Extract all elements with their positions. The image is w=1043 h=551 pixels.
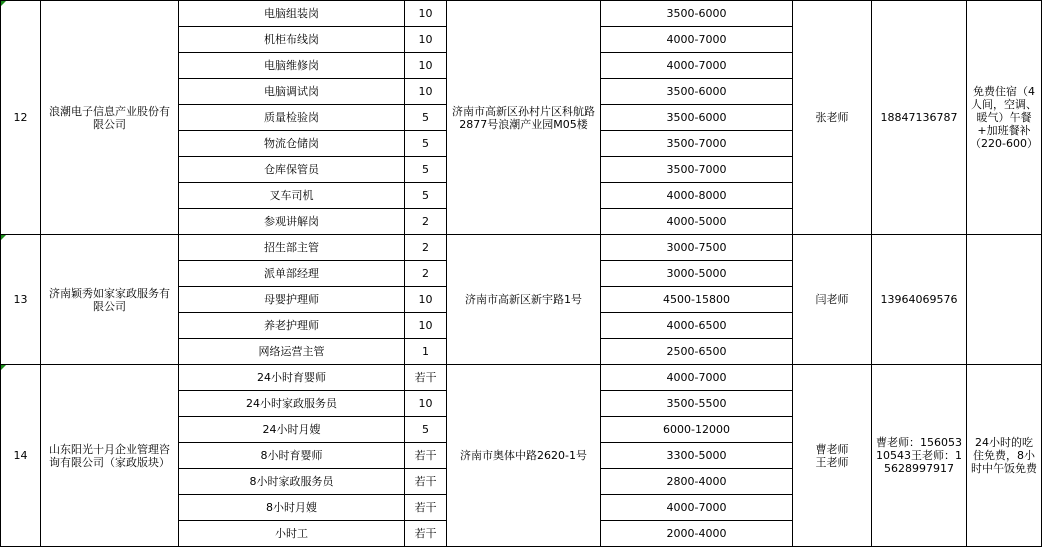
count-cell[interactable]: 10: [405, 391, 447, 417]
count-cell[interactable]: 若干: [405, 469, 447, 495]
position-cell[interactable]: 8小时育婴师: [179, 443, 405, 469]
salary-cell[interactable]: 3500-6000: [601, 105, 793, 131]
contact-name: 张老师: [815, 111, 849, 124]
count-cell[interactable]: 10: [405, 313, 447, 339]
position-cell[interactable]: 派单部经理: [179, 261, 405, 287]
position-cell[interactable]: 参观讲解岗: [179, 209, 405, 235]
comment-marker: [1, 365, 6, 370]
count-cell[interactable]: 2: [405, 261, 447, 287]
count-cell[interactable]: 5: [405, 131, 447, 157]
address-cell[interactable]: [447, 1, 601, 235]
position-cell[interactable]: 网络运营主管: [179, 339, 405, 365]
salary-cell[interactable]: 3500-7000: [601, 157, 793, 183]
address-cell[interactable]: [447, 235, 601, 365]
salary-cell[interactable]: 6000-12000: [601, 417, 793, 443]
row-index: 12: [13, 111, 28, 124]
count-cell[interactable]: 若干: [405, 365, 447, 391]
phone-cell[interactable]: [872, 235, 967, 365]
salary-cell[interactable]: 2000-4000: [601, 521, 793, 547]
company-name: 济南颖秀如家家政服务有限公司: [49, 286, 170, 313]
address: 济南市奥体中路2620-1号: [460, 449, 587, 462]
company-cell[interactable]: [41, 1, 179, 235]
row-index-cell[interactable]: [1, 235, 41, 365]
position-cell[interactable]: 小时工: [179, 521, 405, 547]
contact-cell[interactable]: [793, 235, 872, 365]
phone-number: 18847136787: [880, 111, 958, 124]
address: 济南市高新区孙村片区科航路2877号浪潮产业园M05楼: [452, 104, 595, 131]
salary-cell[interactable]: 3300-5000: [601, 443, 793, 469]
count-cell[interactable]: 5: [405, 105, 447, 131]
address-cell[interactable]: [447, 365, 601, 547]
count-cell[interactable]: 若干: [405, 443, 447, 469]
position-cell[interactable]: 电脑组装岗: [179, 1, 405, 27]
salary-cell[interactable]: 3500-6000: [601, 1, 793, 27]
position-cell[interactable]: 物流仓储岗: [179, 131, 405, 157]
position-cell[interactable]: 电脑维修岗: [179, 53, 405, 79]
salary-cell[interactable]: 4000-7000: [601, 365, 793, 391]
salary-cell[interactable]: 4000-7000: [601, 495, 793, 521]
row-index-cell[interactable]: [1, 365, 41, 547]
count-cell[interactable]: 1: [405, 339, 447, 365]
contact-name: 闫老师: [815, 293, 849, 306]
company-cell[interactable]: [41, 365, 179, 547]
salary-cell[interactable]: 4000-8000: [601, 183, 793, 209]
position-cell[interactable]: 叉车司机: [179, 183, 405, 209]
contact-cell[interactable]: [793, 365, 872, 547]
position-cell[interactable]: 8小时家政服务员: [179, 469, 405, 495]
phone-cell[interactable]: [872, 1, 967, 235]
count-cell[interactable]: 10: [405, 53, 447, 79]
salary-cell[interactable]: 4500-15800: [601, 287, 793, 313]
count-cell[interactable]: 10: [405, 1, 447, 27]
count-cell[interactable]: 5: [405, 183, 447, 209]
salary-cell[interactable]: 3500-5500: [601, 391, 793, 417]
comment-marker: [1, 1, 6, 6]
position-cell[interactable]: 24小时家政服务员: [179, 391, 405, 417]
position-cell[interactable]: 仓库保管员: [179, 157, 405, 183]
phone-cell[interactable]: [872, 365, 967, 547]
count-cell[interactable]: 5: [405, 157, 447, 183]
count-cell[interactable]: 2: [405, 209, 447, 235]
salary-cell[interactable]: 4000-7000: [601, 53, 793, 79]
row-index: 13: [13, 293, 28, 306]
salary-cell[interactable]: 3000-5000: [601, 261, 793, 287]
salary-cell[interactable]: 4000-5000: [601, 209, 793, 235]
position-cell[interactable]: 24小时月嫂: [179, 417, 405, 443]
row-index: 14: [13, 449, 28, 462]
salary-cell[interactable]: 3000-7500: [601, 235, 793, 261]
company-name: 山东阳光十月企业管理咨询有限公司（家政版块）: [49, 442, 170, 469]
count-cell[interactable]: 10: [405, 79, 447, 105]
comment-marker: [1, 235, 6, 240]
position-cell[interactable]: 招生部主管: [179, 235, 405, 261]
count-cell[interactable]: 2: [405, 235, 447, 261]
position-cell[interactable]: 质量检验岗: [179, 105, 405, 131]
address: 济南市高新区新宇路1号: [465, 293, 582, 306]
company-cell[interactable]: [41, 235, 179, 365]
salary-cell[interactable]: 2800-4000: [601, 469, 793, 495]
phone-number: 曹老师：15605310543王老师：15628997917: [876, 436, 962, 475]
count-cell[interactable]: 5: [405, 417, 447, 443]
salary-cell[interactable]: 3500-7000: [601, 131, 793, 157]
table-row[interactable]: [1, 1, 1042, 27]
benefit-cell[interactable]: [967, 235, 1042, 365]
position-cell[interactable]: 电脑调试岗: [179, 79, 405, 105]
count-cell[interactable]: 若干: [405, 521, 447, 547]
benefit-text: 免费住宿（4人间，空调、暖气）午餐+加班餐补（220-600）: [970, 85, 1038, 150]
benefit-cell[interactable]: [967, 1, 1042, 235]
position-cell[interactable]: 24小时育婴师: [179, 365, 405, 391]
table-row[interactable]: [1, 235, 1042, 261]
position-cell[interactable]: 机柜布线岗: [179, 27, 405, 53]
salary-cell[interactable]: 4000-7000: [601, 27, 793, 53]
contact-cell[interactable]: [793, 1, 872, 235]
position-cell[interactable]: 养老护理师: [179, 313, 405, 339]
position-cell[interactable]: 母婴护理师: [179, 287, 405, 313]
row-index-cell[interactable]: [1, 1, 41, 235]
salary-cell[interactable]: 3500-6000: [601, 79, 793, 105]
position-cell[interactable]: 8小时月嫂: [179, 495, 405, 521]
count-cell[interactable]: 若干: [405, 495, 447, 521]
salary-cell[interactable]: 2500-6500: [601, 339, 793, 365]
phone-number: 13964069576: [880, 293, 958, 306]
contact-name: 曹老师王老师: [815, 442, 849, 469]
company-name: 浪潮电子信息产业股份有限公司: [49, 104, 170, 131]
count-cell[interactable]: 10: [405, 287, 447, 313]
table-body: [1, 1, 1042, 547]
salary-cell[interactable]: 4000-6500: [601, 313, 793, 339]
benefit-cell[interactable]: [967, 365, 1042, 547]
count-cell[interactable]: 10: [405, 27, 447, 53]
benefit-text: 24小时的吃住免费，8小时中午饭免费: [971, 436, 1037, 475]
table-row[interactable]: [1, 365, 1042, 391]
